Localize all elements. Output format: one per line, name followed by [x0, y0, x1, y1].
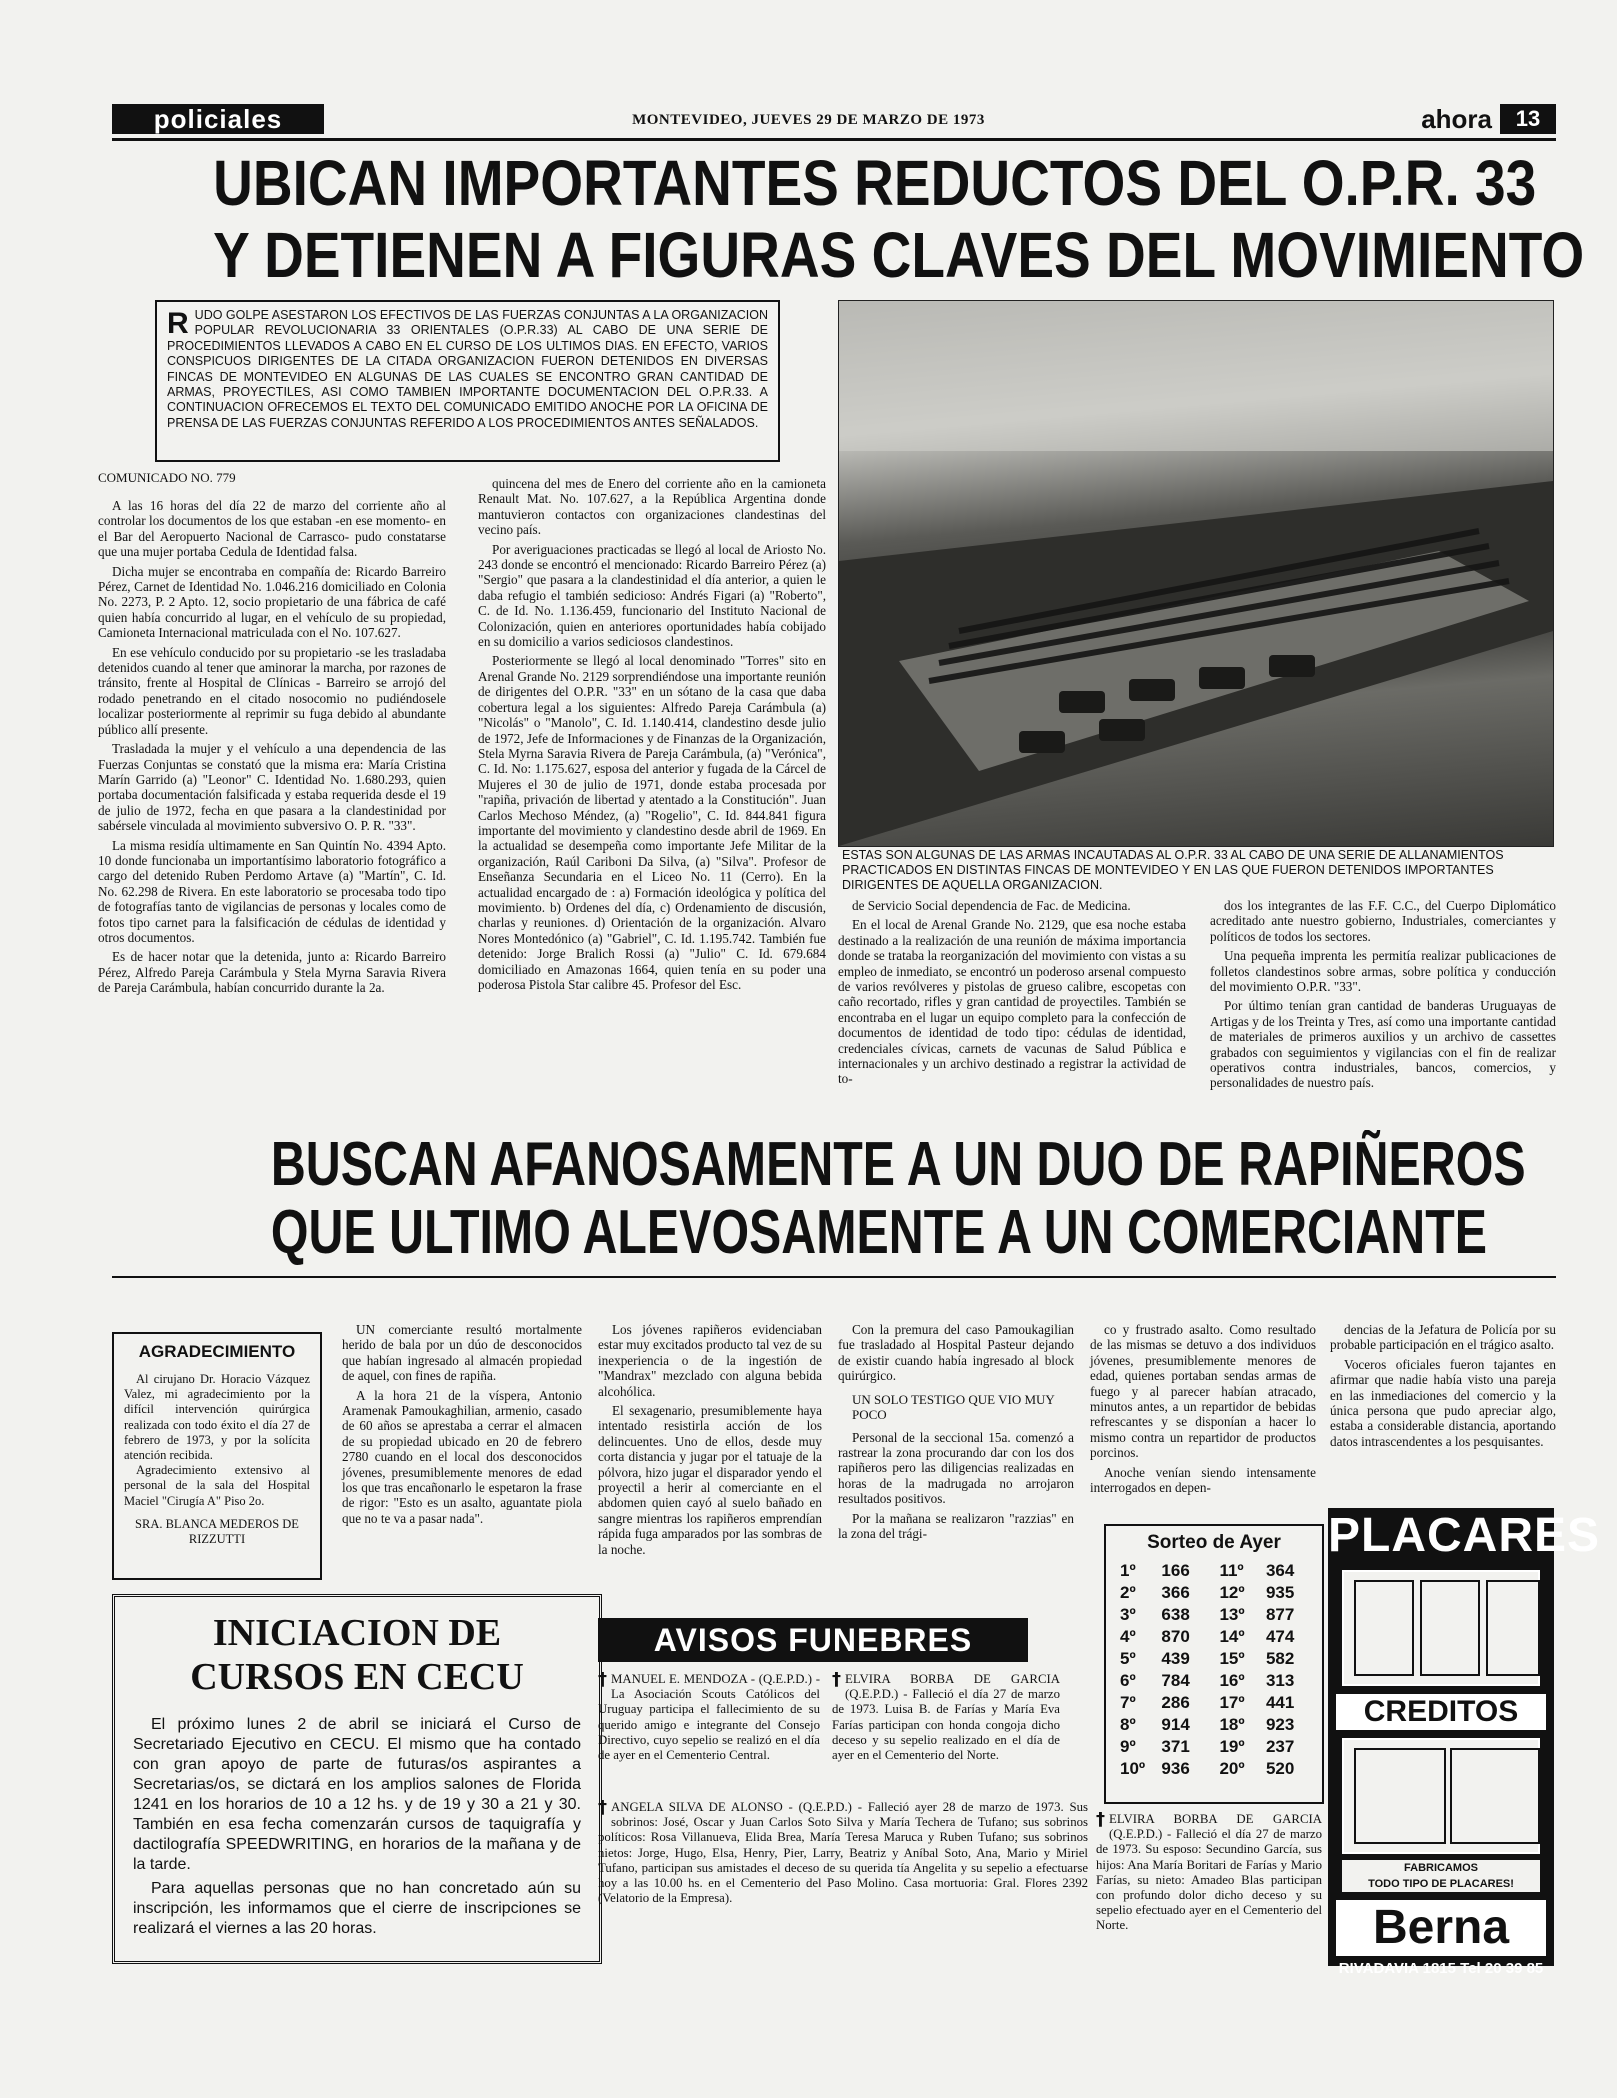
sorteo-position: 11º [1219, 1561, 1244, 1580]
ad-brand: Berna [1336, 1900, 1546, 1956]
aviso-item [598, 1797, 1088, 1960]
sorteo-number: 935 [1265, 1583, 1295, 1602]
sorteo-position: 8º [1120, 1715, 1136, 1734]
paragraph: Agradecimiento extensivo al personal de la sala del Hospital Maciel "Cirugía A" Piso 2o. [124, 1463, 310, 1508]
paragraph: Trasladada la mujer y el vehículo a una dependencia de las Fuerzas Conjuntas se constató que la misma era: María Cristina Marín Garrido (a) "Leonor" C. Identidad No. 1.680.293, quien portaba documentación falsificada y estaba requerida desde el 19 de julio de 1972, fecha en que pasara a la clandestinidad por sabérsele vinculada al movimiento subversivo O. P. R. "33". [98, 741, 446, 834]
sorteo-position: 1º [1120, 1561, 1136, 1580]
ad-address: RIVADAVIA 1815 Tel 20 39 85 [1338, 1960, 1544, 1977]
sorteo-number: 582 [1265, 1649, 1295, 1668]
sorteo-position: 10º [1120, 1759, 1146, 1778]
sorteo-position: 17º [1219, 1693, 1245, 1712]
placares-ad [1328, 1508, 1601, 1977]
sorteo-number: 166 [1161, 1561, 1190, 1580]
sorteo-number: 638 [1161, 1605, 1190, 1624]
paragraph: A las 16 horas del día 22 de marzo del corriente año al controlar los documentos de los que estaban -en ese momento- en el Bar del Aeropuerto Nacional de Carrasco- pudo constatarse que una mujer portaba Cedula de Identidad falsa. [98, 498, 446, 560]
agradecimiento-body [124, 1372, 310, 1509]
sorteo-number: 936 [1161, 1759, 1190, 1778]
agradecimiento-box [112, 1332, 322, 1580]
paragraph: Anoche venían siendo intensamente interrogados en depen- [1090, 1464, 1316, 1496]
sorteo-number: 313 [1265, 1671, 1295, 1690]
sorteo-position: 3º [1120, 1605, 1136, 1624]
sorteo-title: Sorteo de Ayer [1147, 1532, 1281, 1553]
sorteo-position: 16º [1219, 1671, 1245, 1690]
section-tag: policiales [112, 104, 324, 134]
paragraph: En el local de Arenal Grande No. 2129, que esa noche estaba destinado a la realización de una reunión de máxima importancia donde se trataba la reorganización del movimiento con vistas a su empleo de inmediato, se encontró un poderoso arsenal compuesto de varios revólveres y pistolas de grueso calibre, escopetas con caño recortado, rifles y gran cantidad de proyectiles. También se encontraba en el lugar un equipo completo para la confección de documentos de identidad de todo tipo: cédulas de identidad, credenciales cívicas, carnets de vacunas de Salud Pública e internacionales y un archivo destinado a registrar la actividad de to- [838, 917, 1186, 1087]
cecu-body [133, 1715, 581, 1939]
sorteo-box [1104, 1524, 1324, 1804]
paragraph: Los jóvenes rapiñeros evidenciaban estar muy excitados producto tal vez de su inexperiencia o de la ingestión de "Mandrax" mezclado con alguna bebida alcohólica. [598, 1322, 822, 1399]
story2-headline-line1: BUSCAN AFANOSAMENTE A UN DUO DE RAPIÑEROS [270, 1130, 1526, 1199]
dateline: MONTEVIDEO, JUEVES 29 DE MARZO DE 1973 [632, 112, 985, 128]
paragraph: Voceros oficiales fueron tajantes en afirmar que nadie había visto una pareja en las inmediaciones del comercio y la única persona que pudo apreciar algo, estaba a considerable distancia, aportando datos intrascendentes a los pesquisantes. [1330, 1356, 1556, 1449]
weapons-photo [838, 300, 1554, 847]
sorteo-position: 9º [1120, 1737, 1136, 1756]
paragraph: quincena del mes de Enero del corriente año en la camioneta Renault Mat. No. 107.627, a la República Argentina donde mantuvieron contactos con organizaciones clandestinas del vecino país. [478, 476, 826, 538]
sorteo-row [1118, 1626, 1310, 1648]
sorteo-position: 4º [1120, 1627, 1136, 1646]
sorteo-number: 371 [1161, 1737, 1190, 1756]
sorteo-position: 5º [1120, 1649, 1136, 1668]
paragraph: UN comerciante resultó mortalmente herido de bala por un dúo de desconocidos que habían ingresado al almacén propiedad de aquel, con fines de rapiña. [342, 1322, 582, 1384]
story2-column-3 [838, 1322, 1074, 1584]
story1-headline-line1: UBICAN IMPORTANTES REDUCTOS DEL O.P.R. 33 [213, 147, 1537, 219]
sorteo-row [1118, 1648, 1310, 1670]
story2-headline-line2: QUE ULTIMO ALEVOSAMENTE A UN COMERCIANTE [270, 1198, 1488, 1267]
sorteo-position: 12º [1219, 1583, 1245, 1602]
sorteo-number: 364 [1265, 1561, 1295, 1580]
sorteo-number: 237 [1265, 1737, 1295, 1756]
sorteo-number: 520 [1265, 1759, 1295, 1778]
masthead-rule [112, 138, 1556, 141]
cross-icon: † [598, 1669, 607, 1690]
paragraph: Al cirujano Dr. Horacio Vázquez Valez, mi agradecimiento por la difícil intervención quirúrgica realizada con todo éxito el día 27 de febrero de 1973, y por la solícita atención recibida. [124, 1372, 310, 1463]
cecu-title: INICIACION DE CURSOS EN CECU [190, 1612, 524, 1698]
aviso-item [832, 1669, 1060, 1790]
paragraph: Una pequeña imprenta les permitía realizar publicaciones de folletos clandestinos sobre armas, sobre política y conducción del movimiento O.P.R. "33". [1210, 948, 1556, 995]
sorteo-position: 20º [1219, 1759, 1245, 1778]
sorteo-row [1118, 1604, 1310, 1626]
photo-caption: ESTAS SON ALGUNAS DE LAS ARMAS INCAUTADAS AL O.P.R. 33 AL CABO DE UNA SERIE DE ALLANAMIENTOS PRACTICADOS EN DISTINTAS FINCAS DE MONTEVIDEO Y EN LAS QUE FUERON DETENIDOS IMPORTANTES DIRIGENTES DE AQUELLA ORGANIZACION. [842, 848, 1504, 892]
paragraph: co y frustrado asalto. Como resultado de las mismas se detuvo a dos individuos jóvenes, presumiblemente menores de edad, quienes portaban sendas armas de fuego y al parecer habían atracado, minutos antes, a un repartidor de bebidas refrescantes y se disponían a hacer lo mismo contra un repartidor de productos porcinos. [1090, 1322, 1316, 1461]
sorteo-number: 923 [1265, 1715, 1295, 1734]
sorteo-number: 439 [1161, 1649, 1190, 1668]
sorteo-row [1118, 1692, 1310, 1714]
cross-icon: † [832, 1669, 841, 1690]
sorteo-number: 784 [1161, 1671, 1190, 1690]
cecu-box [112, 1594, 602, 1964]
sorteo-position: 6º [1120, 1671, 1136, 1690]
wardrobe-illustration [1342, 1738, 1540, 1854]
weapons-photo-graphic [839, 301, 1553, 846]
cross-icon: † [598, 1797, 607, 1818]
sorteo-row [1118, 1758, 1310, 1780]
sorteo-number: 441 [1265, 1693, 1295, 1712]
paragraph: En ese vehículo conducido por su propietario -se les trasladaba detenidos cuando al tener que aminorar la marcha, por razones de tránsito, frente al Hospital de Clínicas - Barreiro se arrojó del rodado penetrando en el citado nosocomio no pudiéndosele localizar posteriormente al reprimir su fuga debido al abundante público allí presente. [98, 644, 446, 737]
avisos-funebres-title: AVISOS FUNEBRES [598, 1618, 1028, 1662]
paragraph: A la hora 21 de la víspera, Antonio Aramenak Pamoukaghilian, armenio, casado de 60 años se aprestaba a cerrar el almacen de su propiedad ubicado en 20 de febrero 2780 cuando en el local dos desconocidos jóvenes, presumiblemente menores de edad los que tras encañonarlo le espetaron la frase de rigor: "Esto es un asalto, aguantate piola que no te va a pasar nada". [342, 1387, 582, 1526]
page-number: 13 [1500, 104, 1556, 134]
story1-column-4 [1210, 898, 1556, 1118]
agradecimiento-title: AGRADECIMIENTO [138, 1342, 296, 1361]
sorteo-number: 870 [1161, 1627, 1190, 1646]
paragraph: Es de hacer notar que la detenida, junto a: Ricardo Barreiro Pérez, Alfredo Pareja Carámbula y Stela Myrna Saravia Rivera de Pareja Carámbula, habían concurrido durante la 2a. [98, 949, 446, 996]
sorteo-row [1118, 1714, 1310, 1736]
sorteo-row [1118, 1736, 1310, 1758]
paragraph: de Servicio Social dependencia de Fac. de Medicina. [852, 898, 1131, 913]
agradecimiento-signature: SRA. BLANCA MEDEROS DE RIZZUTTI [135, 1516, 299, 1546]
sorteo-row [1118, 1560, 1310, 1582]
story1-column-3 [838, 898, 1186, 1118]
sorteo-row [1118, 1670, 1310, 1692]
sorteo-position: 2º [1120, 1583, 1136, 1602]
ad-tagline: TODO TIPO DE PLACARES! [1342, 1876, 1540, 1892]
paragraph: Para aquellas personas que no han concretado aún su inscripción, les informamos que el cierre de inscripciones se realizará el viernes a las 20 horas. [133, 1880, 581, 1937]
sorteo-position: 15º [1219, 1649, 1245, 1668]
cross-icon: † [1096, 1809, 1105, 1830]
sorteo-position: 14º [1219, 1627, 1245, 1646]
paragraph: Por la mañana se realizaron "razzias" en la zona del trági- [838, 1510, 1074, 1542]
section-divider [112, 1276, 1556, 1278]
sorteo-position: 7º [1120, 1693, 1136, 1712]
paragraph: dos los integrantes de las F.F. C.C., del Cuerpo Diplomático acreditado ante nuestro gobierno, Industriales, comerciantes y políticos de todos los sectores. [1210, 898, 1556, 944]
story2-column-4 [1090, 1322, 1316, 1518]
aviso-item [598, 1669, 820, 1790]
wardrobe-illustration [1342, 1570, 1540, 1686]
paragraph: El próximo lunes 2 de abril se iniciará el Curso de Secretariado Ejecutivo en CECU. El mismo que ha contado con gran apoyo de parte de futuras/os aspirantes a Secretarias/os, se dictará en los amplios salones de Florida 1241 en los horarios de 10 a 12 hs. y de 19 y 30 a 21 y 30. También en esa fecha comenzarán cursos de taquigrafía y dactilografía SPEEDWRITING, en horarios de la mañana y de la tarde. [133, 1716, 581, 1873]
aviso-text: ANGELA SILVA DE ALONSO - (Q.E.P.D.) - Falleció ayer 28 de marzo de 1973. Sus sobrinos: José, Oscar y Juan Carlos Soto Silva y María Techera de Tufano; sus sobrinos políticos: Rosa Villanueva, Elida Brea, María Teresa Maruca y Ruben Tufano; sus sobrinos nietos: Jorge, Hugo, Elsa, Henry, Pier, Larry, Beatriz y Aníbal Soto, Ana, Mario y Miriel Tufano, participan sus amistades el deceso de su querida tía Angelita y su sepelio a efectuarse hoy a las 10.00 hs. en el Cementerio del Paso Molino. Casa mortuoria: Gral. Flores 2392 (Velatorio de la Empresa). [598, 1800, 1088, 1906]
sorteo-position: 13º [1219, 1605, 1245, 1624]
sorteo-number: 877 [1265, 1605, 1295, 1624]
aviso-text: ELVIRA BORBA DE GARCIA (Q.E.P.D.) - Falleció el día 27 de marzo de 1973. Luisa B. de Farías y María Eva Farías participan con honda congoja dicho deceso y su sepelio realizado en el día de ayer en el Cementerio del Norte. [832, 1672, 1060, 1763]
paragraph: Dicha mujer se encontraba en compañía de: Ricardo Barreiro Pérez, Carnet de Identidad No. 1.046.216 domiciliado en Colonia No. 2273, P. 2 Apto. 12, socio propietario de una fábrica de café quien había concurrido al lugar, en el vehículo de su propiedad, Camioneta Internacional matriculada con el No. 107.627. [98, 563, 446, 641]
paragraph: El sexagenario, presumiblemente haya intentado resistirla acción de los delincuentes. Uno de ellos, desde muy corta distancia y jugar por el tatuaje de la pólvora, hizo jugar el disparador yendo el proyectil a herir al comerciante en el abdomen quien cayó al suelo bañado en sangre mientras los rapiñeros emprendían rápida fuga amparados por las sombras de la noche. [598, 1403, 822, 1557]
aviso-text: MANUEL E. MENDOZA - (Q.E.P.D.) - La Asociación Scouts Católicos del Uruguay participa el fallecimiento de su querido amigo e integrante del Consejo Directivo, cuyo sepelio se realizó en el día de ayer en el Cementerio Central. [598, 1672, 820, 1763]
lead-text: UDO GOLPE ASESTARON LOS EFECTIVOS DE LAS FUERZAS CONJUNTAS A LA ORGANIZACION POPULAR REVOLUCIONARIA 33 ORIENTALES (O.P.R.33) AL CABO DE UNA SERIE DE PROCEDIMIENTOS LLEVADOS A CABO EN EL CURSO DE LOS ULTIMOS DIAS. EN EFECTO, VARIOS CONSPICUOS DIRIGENTES DE LA CITADA ORGANIZACION FUERON DETENIDOS EN DIVERSAS FINCAS DE MONTEVIDEO EN ALGUNAS DE LAS CUALES SE ENCONTRO GRAN CANTIDAD DE ARMAS, PROYECTILES, ASI COMO TAMBIEN IMPORTANTE DOCUMENTACION DEL O.P.R.33. A CONTINUACION OFRECEMOS EL TEXTO DEL COMUNICADO EMITIDO ANOCHE POR LA OFICINA DE PRENSA DE LAS FUERZAS CONJUNTAS REFERIDO A LOS PROCEDIMIENTOS ANTES SEÑALADOS. [167, 308, 768, 430]
paper-name: ahora [1421, 104, 1492, 134]
paragraph: dencias de la Jefatura de Policía por su probable participación en el trágico asalto. [1330, 1322, 1556, 1353]
story1-headline-line2: Y DETIENEN A FIGURAS CLAVES DEL MOVIMIENTO [213, 219, 1585, 291]
ad-fabricamos: FABRICAMOS [1342, 1860, 1540, 1876]
paragraph: Personal de la seccional 15a. comenzó a rastrear la zona procurando dar con los dos rapiñeros pero las diligencias realizadas en horas de la madrugada no arrojaron resultados positivos. [838, 1429, 1074, 1507]
sorteo-number: 914 [1161, 1715, 1190, 1734]
comunicado-label: COMUNICADO NO. 779 [98, 470, 236, 485]
sorteo-position: 19º [1219, 1737, 1245, 1756]
ad-creditos: CREDITOS [1336, 1694, 1546, 1730]
story2-column-2 [598, 1322, 822, 1584]
sorteo-number: 286 [1161, 1693, 1190, 1712]
story1-column-2 [478, 476, 826, 1118]
sorteo-table [1118, 1560, 1310, 1780]
paragraph: Por averiguaciones practicadas se llegó al local de Ariosto No. 243 donde se encontró el mencionado: Ricardo Barreiro Pérez (a) "Sergio" que pasara a la clandestinidad el día anterior, a quien le daba refugio el también sedicioso: Andrés Figari (a) "Roberto", C. de Id. No. 1.136.459, funcionario del Instituto Nacional de Colonización, quien en anteriores oportunidades había cobijado en su domicilio a varios sediciosos clandestinos. [478, 541, 826, 650]
sorteo-number: 366 [1161, 1583, 1190, 1602]
story2-subhead: UN SOLO TESTIGO QUE VIO MUY POCO [852, 1391, 1055, 1422]
aviso-item [1096, 1809, 1322, 1962]
sorteo-row [1118, 1582, 1310, 1604]
story1-column-1 [98, 498, 446, 1118]
lead-initial: R [167, 307, 189, 340]
story2-column-5 [1330, 1322, 1556, 1502]
story2-column-1 [342, 1322, 582, 1584]
paragraph: Con la premura del caso Pamoukagilian fue trasladado al Hospital Pasteur dejando de existir cuando había ingresado al block quirúrgico. [838, 1322, 1074, 1384]
aviso-text: ELVIRA BORBA DE GARCIA (Q.E.P.D.) - Falleció el día 27 de marzo de 1973. Su esposo: Secundino García, sus hijos: Ana María Boritari de Farías y Mario Farías, su nieto: Amadeo Blas participan con profundo dolor dicho deceso y su sepelio efectuado ayer en el Cementerio del Norte. [1096, 1812, 1322, 1933]
paragraph: La misma residía ultimamente en San Quintín No. 4394 Apto. 10 donde funcionaba un importantísimo laboratorio fotográfico a cargo del detenido Ruben Perdomo Artave (a) "Martín", C. Id. No. 62.298 de Rivera. En este laboratorio se procesaba todo tipo de fotografías tanto de vigilancias de personas y locales como de fotos tipo carnet para la falsificación de cédulas de identidad y otros documentos. [98, 837, 446, 945]
story1-lead-box [155, 300, 780, 462]
sorteo-number: 474 [1265, 1627, 1295, 1646]
sorteo-position: 18º [1219, 1715, 1245, 1734]
paragraph: Posteriormente se llegó al local denominado "Torres" sito en Arenal Grande No. 2129 sorprendiéndose una importante reunión de dirigentes del O.P.R. "33" en un sótano de la casa que daba cobertura legal a los siguientes: Alfredo Pareja Carámbula (a) "Nicolás" o "Manolo", C. Id. 1.140.414, clandestino desde julio de 1972, Jefe de Informaciones y de Finanzas de la Organización, Stela Myrna Saravia Rivera de Pareja Carámbula, (a) "Verónica", C. Id. No: 1.175.627, esposa del anterior y fugada de la Cárcel de Mujeres el 30 de julio de 1971, donde estaba procesada por "rapiña, privación de libertad y atentado a la Constitución". Juan Carlos Mechoso Méndez, (a) "Rogelio", C. Id. 844.841 figura importante del movimiento y clandestino desde abril de 1969. En la actualidad se desempeña como importante Jefe Militar de la organización, Raúl Cariboni Da Silva, (a) "Silva". Profesor de Enseñanza Secundaria en el Liceo No. 11 (Cerro). En la actualidad encargado de : a) Formación ideológica y política del movimiento. b) Ordenes del día, c) Ordenamiento de discusión, charlas y reuniones. d) Orientación de la organización. Alvaro Nores Montedónico (a) "Gabriel", C. Id. 1.195.742. También fue detenido: Jorge Bralich Rossi (a) "Julio" C. Id. 679.684 domiciliado en Amazonas 1664, quien tenía en su poder una poderosa Pistola Star calibre 45. Profesor del Esc. [478, 653, 826, 992]
ad-title: PLACARES [1328, 1509, 1601, 1562]
paragraph: Por último tenían gran cantidad de banderas Uruguayas de Artigas y de los Treinta y Tres, así como una importante cantidad de materiales de primeros auxilios y un archivo de cassettes grabados con seguimientos y vigilancias con el fin de realizar operativos contra industriales, bancos, comercios, y personalidades de nuestro país. [1210, 998, 1556, 1091]
